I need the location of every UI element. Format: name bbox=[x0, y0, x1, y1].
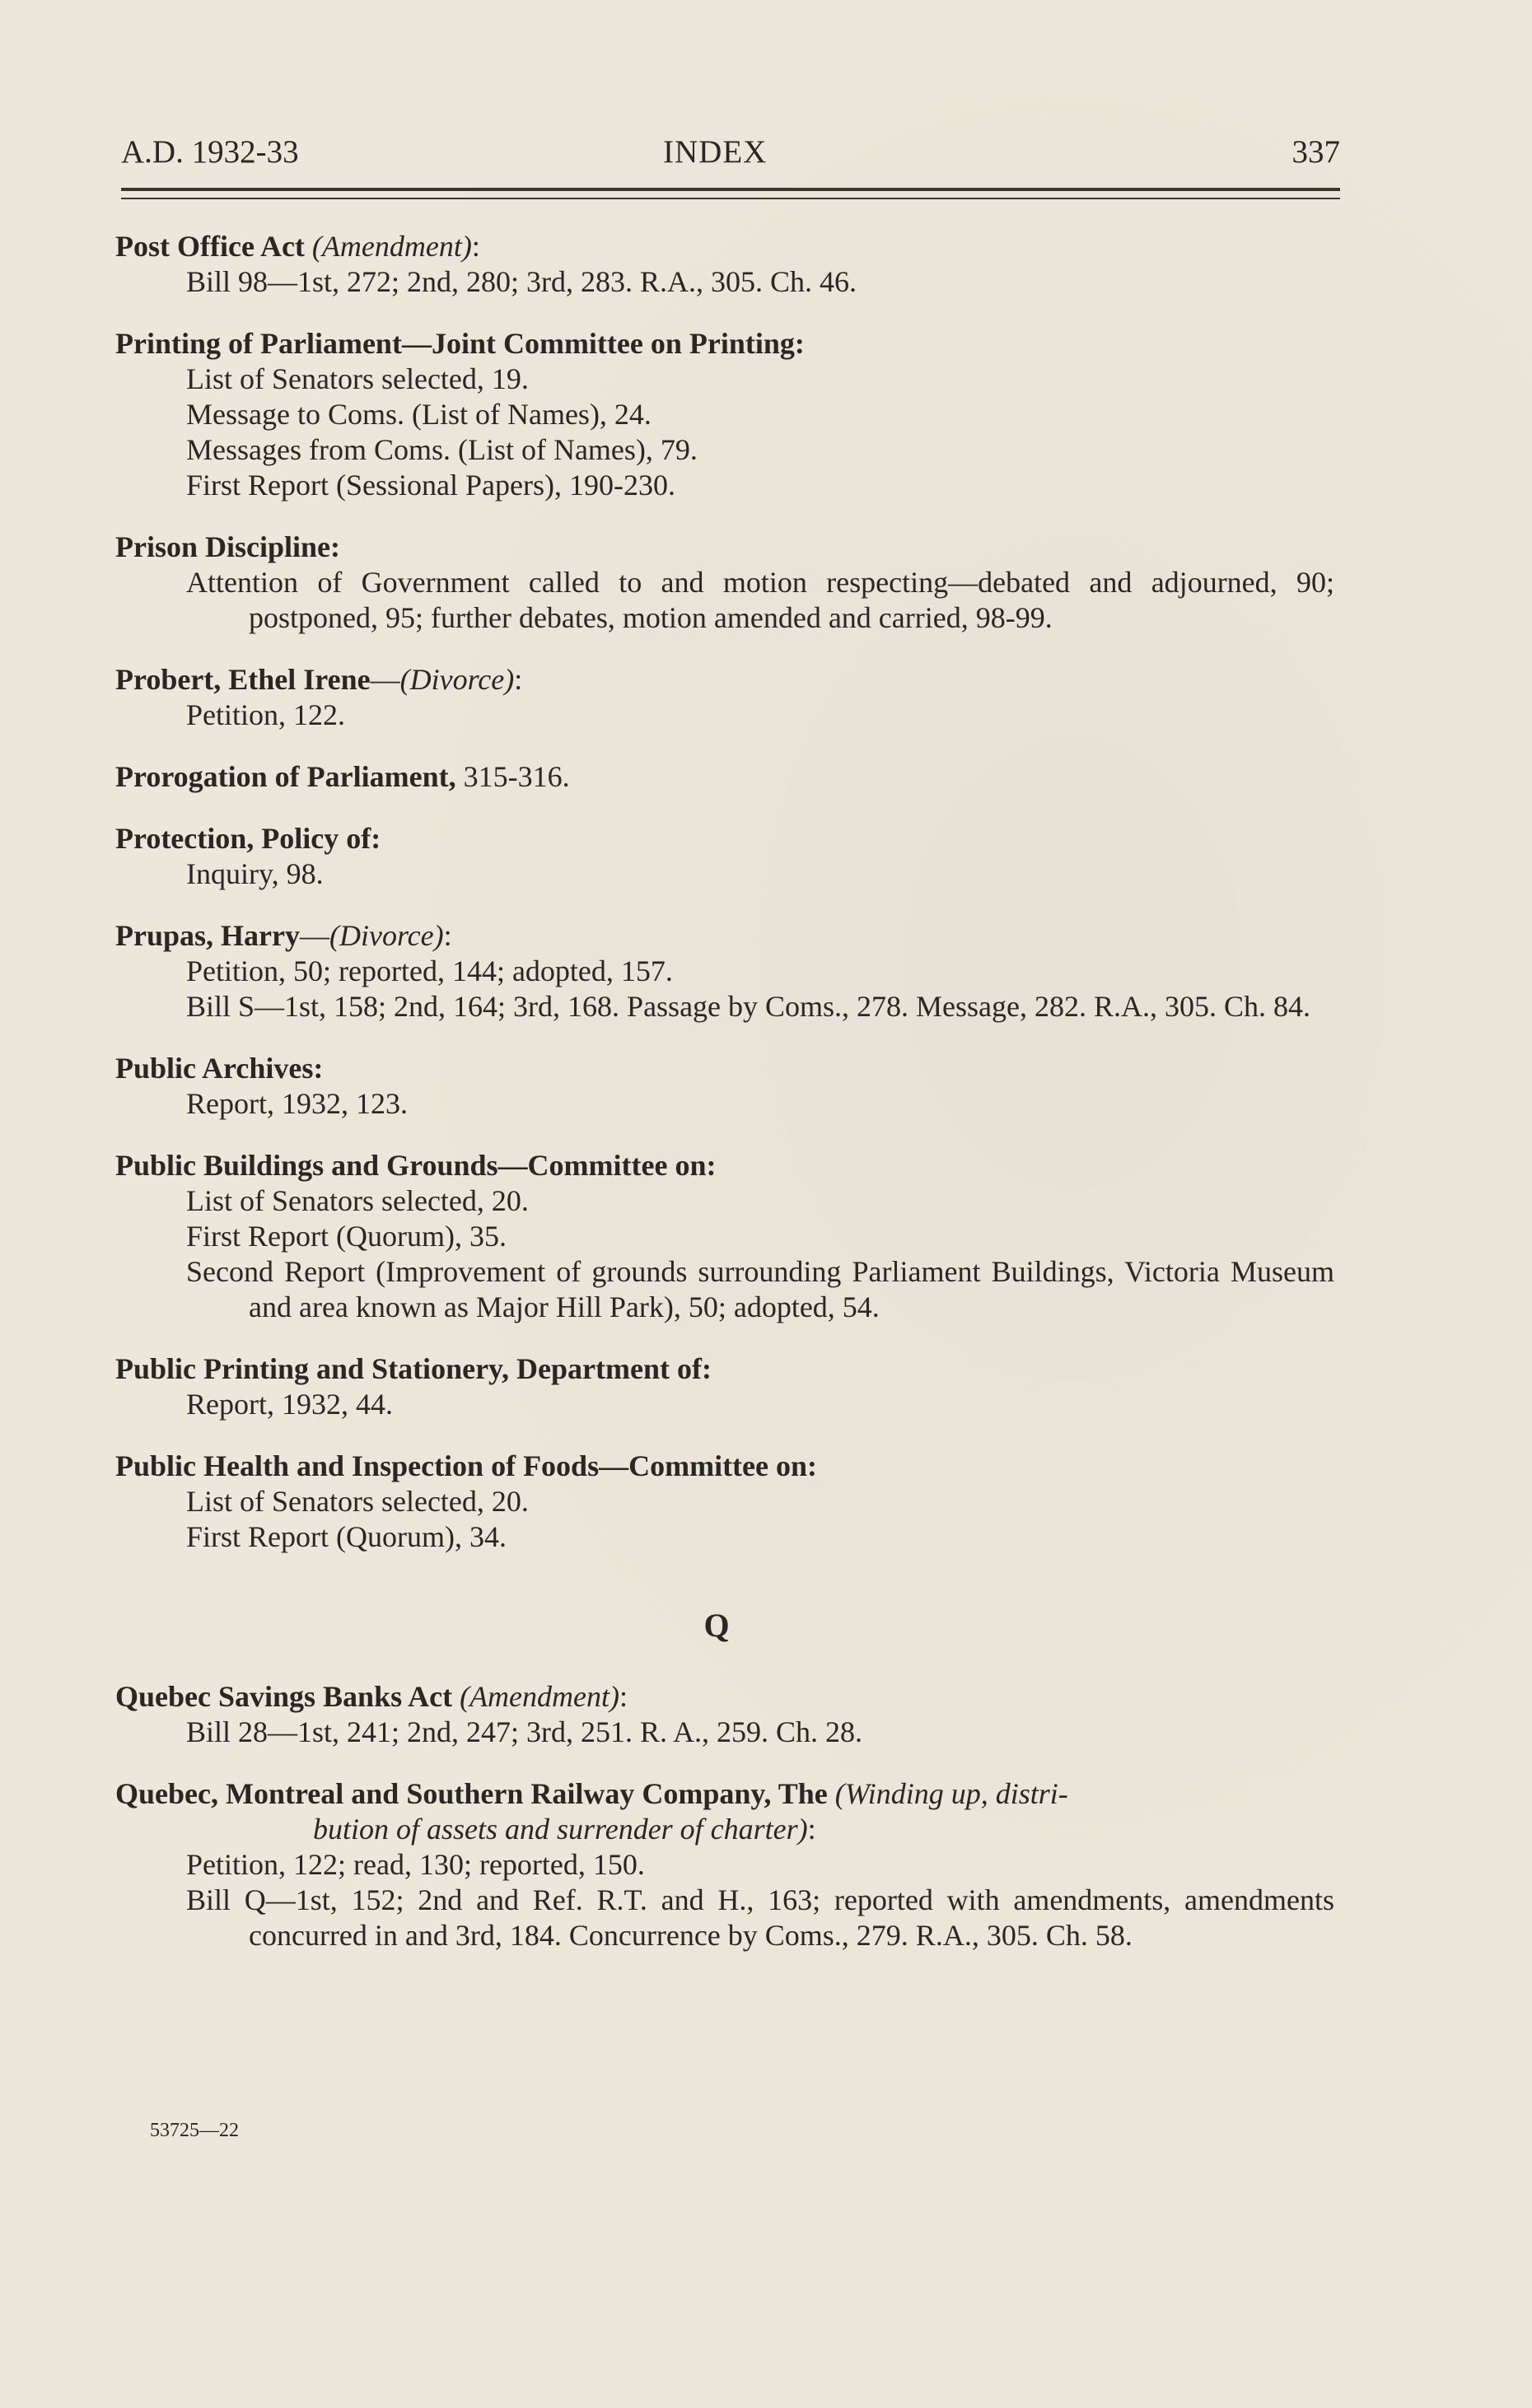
entry-heading bbox=[115, 918, 1334, 954]
entry-line: Report, 1932, 123. bbox=[186, 1087, 408, 1120]
entry-line: Message to Coms. (List of Names), 24. bbox=[186, 398, 652, 431]
entry-line: Bill 28—1st, 241; 2nd, 247; 3rd, 251. R. A., 259. Ch. 28. bbox=[186, 1715, 863, 1748]
index-entry bbox=[115, 1351, 1334, 1422]
entry-heading: Printing of Parliament—Joint Committee on Printing: bbox=[115, 327, 805, 360]
index-entry bbox=[115, 530, 1334, 636]
entry-line: List of Senators selected, 20. bbox=[186, 1184, 529, 1217]
header-date: A.D. 1932-33 bbox=[121, 134, 299, 170]
entry-line: First Report (Quorum), 35. bbox=[186, 1220, 507, 1253]
running-head bbox=[121, 132, 1340, 173]
entry-heading: Protection, Policy of: bbox=[115, 822, 381, 855]
entry-line: Petition, 50; reported, 144; adopted, 157. bbox=[186, 954, 673, 987]
entry-heading bbox=[115, 1776, 1334, 1812]
index-entry bbox=[115, 759, 1334, 795]
entry-heading-italic: (Divorce) bbox=[329, 919, 444, 952]
section-letter: Q bbox=[703, 1607, 730, 1644]
entry-line: Report, 1932, 44. bbox=[186, 1388, 393, 1421]
entry-heading: Public Health and Inspection of Foods—Committee on: bbox=[115, 1449, 818, 1482]
entry-heading-italic: (Divorce) bbox=[399, 663, 515, 696]
entry-heading-tail: 315-316. bbox=[455, 760, 570, 793]
entry-heading: Public Archives: bbox=[115, 1052, 324, 1085]
header-title: INDEX bbox=[663, 134, 768, 170]
entry-heading-tail: : bbox=[514, 663, 523, 696]
entry-heading-italic: bution of assets and surrender of charter) bbox=[313, 1813, 808, 1846]
index-content bbox=[115, 229, 1334, 1980]
entry-heading-tail: : bbox=[619, 1680, 628, 1713]
index-entry bbox=[115, 918, 1334, 1024]
entry-line: First Report (Sessional Papers), 190-230. bbox=[186, 469, 675, 502]
entry-line: Messages from Coms. (List of Names), 79. bbox=[186, 433, 698, 466]
entry-heading bbox=[115, 759, 1334, 795]
entry-heading-text: Prorogation of Parliament, bbox=[115, 760, 456, 793]
entry-line: Inquiry, 98. bbox=[186, 857, 324, 890]
entry-heading-tail: : bbox=[443, 919, 452, 952]
entry-heading-tail: : bbox=[807, 1813, 816, 1846]
index-entry bbox=[115, 326, 1334, 503]
index-entry bbox=[115, 1148, 1334, 1325]
entry-heading-tail: : bbox=[471, 230, 480, 263]
index-entry bbox=[115, 1679, 1334, 1750]
page-number: 337 bbox=[1291, 134, 1340, 170]
index-entry bbox=[115, 662, 1334, 733]
entry-line: Bill 98—1st, 272; 2nd, 280; 3rd, 283. R.A., 305. Ch. 46. bbox=[186, 265, 857, 298]
entry-line: List of Senators selected, 19. bbox=[186, 362, 529, 395]
entry-heading-italic: (Amendment) bbox=[460, 1680, 619, 1713]
entry-heading-italic: (Amendment) bbox=[311, 230, 472, 263]
header-rule-thin bbox=[121, 198, 1340, 199]
entry-line: Petition, 122; read, 130; reported, 150. bbox=[186, 1848, 645, 1881]
index-entry bbox=[115, 1051, 1334, 1122]
entry-heading-text: Prupas, Harry bbox=[115, 919, 300, 952]
entry-heading-italic: (Winding up, distri- bbox=[834, 1777, 1068, 1810]
entry-line: First Report (Quorum), 34. bbox=[186, 1520, 507, 1553]
index-entry bbox=[115, 821, 1334, 892]
index-entry bbox=[115, 1449, 1334, 1555]
entry-heading: Prison Discipline: bbox=[115, 530, 341, 563]
entry-heading bbox=[115, 1679, 1334, 1715]
entry-line: List of Senators selected, 20. bbox=[186, 1485, 529, 1518]
entry-line: Bill S—1st, 158; 2nd, 164; 3rd, 168. Passage by Coms., 278. Message, 282. R.A., 305. Ch. 84. bbox=[186, 990, 1311, 1023]
index-entry bbox=[115, 1776, 1334, 1953]
entry-line: Attention of Government called to and motion respecting—debated and adjourned, 90; postponed, 95; further debates, motion amended and carried, 98-99. bbox=[186, 566, 1334, 634]
entry-heading-text: Quebec Savings Banks Act bbox=[115, 1680, 453, 1713]
entry-heading-tail: — bbox=[299, 919, 329, 952]
entry-line: Second Report (Improvement of grounds surrounding Parliament Buildings, Victoria Museum and area known as Major Hill Park), 50; adopted, 54. bbox=[186, 1255, 1334, 1323]
entry-heading: Public Printing and Stationery, Department of: bbox=[115, 1352, 712, 1385]
printer-code: 53725—22 bbox=[150, 2120, 239, 2141]
entry-heading: Public Buildings and Grounds—Committee on: bbox=[115, 1149, 717, 1182]
entry-heading bbox=[115, 229, 1334, 264]
entry-heading-continuation bbox=[115, 1812, 1334, 1847]
index-entry bbox=[115, 229, 1334, 300]
entry-line: Petition, 122. bbox=[186, 698, 346, 731]
entry-heading-text: Quebec, Montreal and Southern Railway Company, The bbox=[115, 1777, 828, 1810]
entry-heading bbox=[115, 662, 1334, 698]
header-rule-thick bbox=[121, 188, 1340, 191]
entry-heading-tail: — bbox=[370, 663, 400, 696]
entry-line: Bill Q—1st, 152; 2nd and Ref. R.T. and H., 163; reported with amendments, amendments concurred in and 3rd, 184. Concurrence by Coms., 279. R.A., 305. Ch. 58. bbox=[186, 1883, 1334, 1952]
entry-heading-text: Probert, Ethel Irene bbox=[115, 663, 371, 696]
entry-heading-text: Post Office Act bbox=[115, 230, 305, 263]
